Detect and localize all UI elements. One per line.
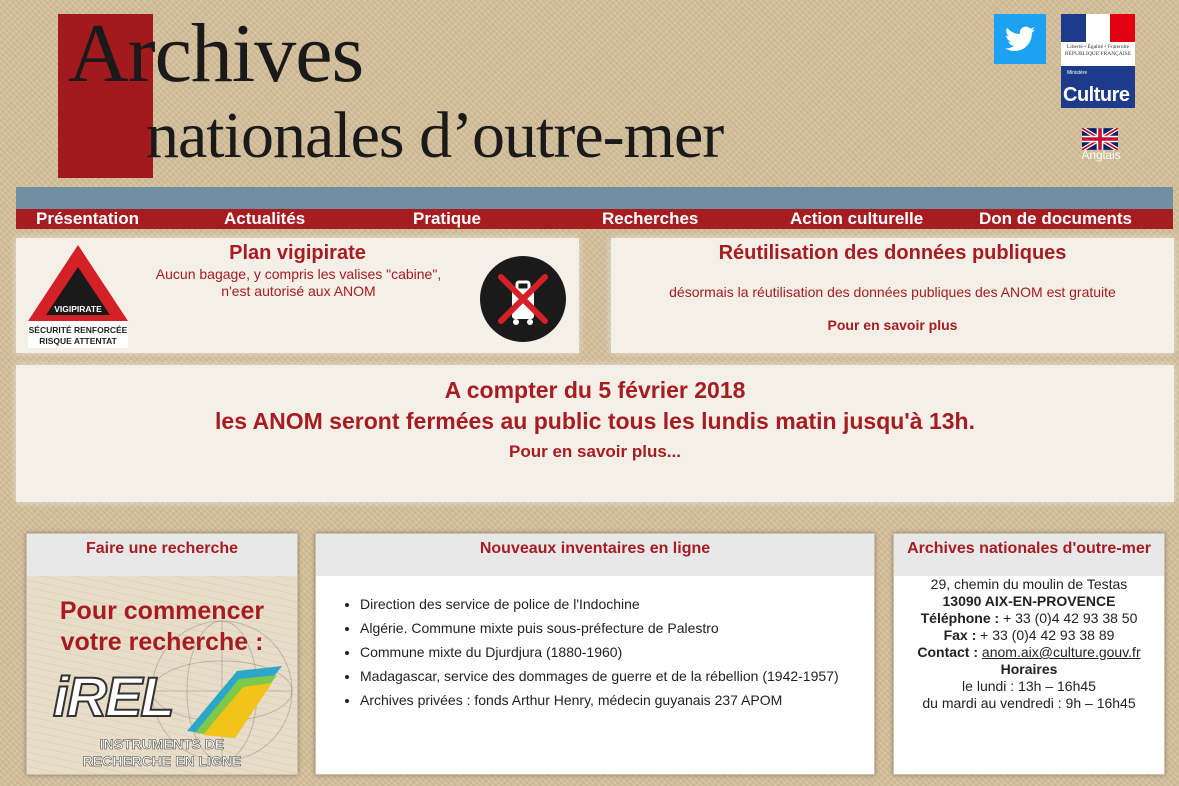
vigipirate-title: Plan vigipirate <box>229 242 366 264</box>
inventory-card <box>315 533 875 775</box>
nav-item-presentation[interactable]: Présentation <box>36 209 139 228</box>
vigipirate-word: VIGIPIRATE <box>54 304 102 314</box>
hours-title: Horaires <box>1000 661 1058 677</box>
ministry-name: Culture <box>1063 84 1130 106</box>
contact-city: 13090 AIX-EN-PROVENCE <box>942 593 1116 609</box>
reuse-panel <box>611 238 1174 353</box>
logo-title-line2[interactable]: nationales d’outre-mer <box>146 99 724 172</box>
fax-label: Fax : <box>943 627 977 643</box>
twitter-icon[interactable] <box>994 14 1046 64</box>
french-flag-icon <box>1061 14 1135 42</box>
inventory-item[interactable]: • Algérie. Commune mixte puis sous-préfecture de Palestro <box>360 620 870 637</box>
notice-more-link[interactable]: Pour en savoir plus... <box>509 442 681 461</box>
contact-info <box>894 576 1164 712</box>
inventory-item[interactable]: • Madagascar, service des dommages de guerre et de la rébellion (1942-1957) <box>360 668 870 685</box>
nav-top-bar <box>16 187 1173 209</box>
irel-pages-icon <box>177 661 287 741</box>
uk-flag-icon[interactable] <box>1082 128 1118 150</box>
irel-sub-line2: RECHERCHE EN LIGNE <box>82 753 242 769</box>
inventory-item[interactable]: • Archives privées : fonds Arthur Henry, médecin guyanais 237 APOM <box>360 692 870 709</box>
irel-promo-line1: Pour commencer <box>59 597 265 625</box>
phone-label: Téléphone : <box>920 610 1000 626</box>
twitter-bird-icon <box>1005 26 1035 52</box>
nav-item-action-culturelle[interactable]: Action culturelle <box>790 209 924 228</box>
republic-motto: Liberté • Égalité • Fraternité RÉPUBLIQUE FRANÇAISE <box>1064 44 1132 57</box>
inventory-card-title: Nouveaux inventaires en ligne <box>479 540 711 557</box>
search-card <box>26 533 298 775</box>
hours-monday: le lundi : 13h – 16h45 <box>962 678 1096 694</box>
nav-item-recherches[interactable]: Recherches <box>602 209 699 228</box>
nav-item-pratique[interactable]: Pratique <box>413 209 482 228</box>
search-card-title: Faire une recherche <box>85 540 239 557</box>
logo-title-line1[interactable]: Archives <box>68 7 364 100</box>
ministry-culture-logo[interactable] <box>1061 14 1135 108</box>
fax-value: + 33 (0)4 42 93 38 89 <box>980 627 1115 643</box>
notice-line1: A compter du 5 février 2018 <box>444 377 746 403</box>
vigipirate-logo-line2: RISQUE ATTENTAT <box>39 336 117 346</box>
reuse-more-link[interactable]: Pour en savoir plus <box>827 317 958 333</box>
notice-line2: les ANOM seront fermées au public tous les lundis matin jusqu'à 13h. <box>215 408 975 434</box>
reuse-title: Réutilisation des données publiques <box>718 242 1067 264</box>
inventory-item[interactable]: • Direction des service de police de l'Indochine <box>360 596 870 613</box>
nav-item-actualites[interactable]: Actualités <box>224 209 306 228</box>
language-link-english[interactable]: Anglais <box>1081 148 1121 162</box>
hours-weekdays: du mardi au vendredi : 9h – 16h45 <box>922 695 1136 711</box>
phone-value: + 33 (0)4 42 93 38 50 <box>1003 610 1138 626</box>
contact-label: Contact : <box>917 644 979 660</box>
nav-item-don-de-documents[interactable]: Don de documents <box>979 209 1133 228</box>
vigipirate-text-line1: Aucun bagage, y compris les valises "cabine", <box>155 266 442 282</box>
ministry-small-label: Ministère <box>1067 70 1088 76</box>
closure-notice-panel <box>16 365 1174 502</box>
irel-logo: iREL <box>53 665 173 728</box>
irel-promo-line2: votre recherche : <box>60 628 264 656</box>
vigipirate-logo-line1: SÉCURITÉ RENFORCÉE <box>28 325 128 335</box>
inventory-list <box>338 596 870 716</box>
contact-address: 29, chemin du moulin de Testas <box>930 576 1128 592</box>
reuse-text: désormais la réutilisation des données publiques des ANOM est gratuite <box>669 284 1116 300</box>
inventory-item[interactable]: • Commune mixte du Djurdjura (1880-1960) <box>360 644 870 661</box>
contact-card <box>893 533 1165 775</box>
email-link[interactable]: anom.aix@culture.gouv.fr <box>981 644 1141 660</box>
contact-card-title: Archives nationales d'outre-mer <box>907 540 1151 557</box>
vigipirate-panel <box>16 238 579 353</box>
irel-sub-line1: INSTRUMENTS DE <box>99 736 225 752</box>
irel-banner[interactable] <box>27 576 297 774</box>
vigipirate-text-line2: n'est autorisé aux ANOM <box>221 283 376 299</box>
no-luggage-icon <box>479 255 567 343</box>
